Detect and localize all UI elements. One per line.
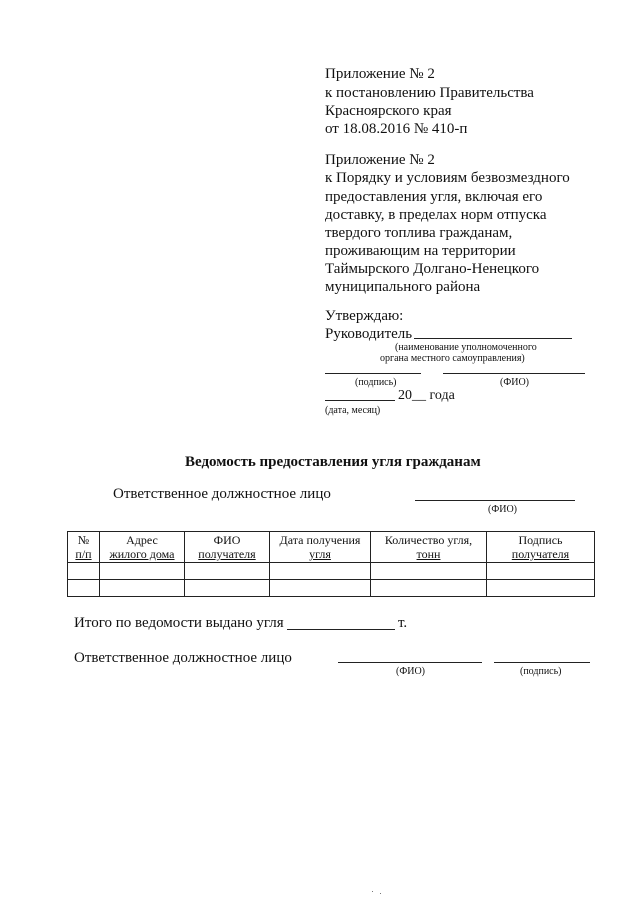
responsible-bottom-signature-line: [494, 662, 590, 663]
column-header-line: п/п: [75, 547, 92, 561]
column-header-line: Адрес: [126, 533, 158, 547]
appendix-decree-line: от 18.08.2016 № 410-п: [325, 121, 468, 137]
approve-label: Утверждаю:: [325, 308, 404, 324]
table-cell: [185, 580, 270, 597]
authority-hint: (наименование уполномоченного: [395, 342, 537, 353]
column-header-line: жилого дома: [109, 547, 175, 561]
appendix-procedure-line: муниципального района: [325, 279, 481, 295]
table-cell: [100, 580, 185, 597]
appendix-procedure-line: Таймырского Долгано-Ненецкого: [325, 261, 540, 277]
fio-hint: (ФИО): [500, 377, 530, 388]
column-header-line: получателя: [198, 547, 256, 561]
head-label: Руководитель: [325, 326, 413, 342]
responsible-bottom-signature-hint: (подпись): [520, 666, 562, 677]
column-header-recipient-signature: [487, 532, 595, 563]
table-cell: [487, 580, 595, 597]
column-header-coal-amount: [371, 532, 487, 563]
scan-speck: [372, 891, 373, 892]
table-cell: [371, 580, 487, 597]
column-header-address: [100, 532, 185, 563]
document-title: Ведомость предоставления угля гражданам: [185, 454, 481, 470]
table-cell: [100, 563, 185, 580]
responsible-bottom-fio-hint: (ФИО): [396, 666, 426, 677]
appendix-procedure-line: к Порядку и условиям безвозмездного: [325, 170, 570, 186]
date-hint: (дата, месяц): [325, 405, 381, 416]
column-header-line: Дата получения: [279, 533, 361, 547]
coal-distribution-table: [67, 531, 595, 597]
column-header-recipient-name: [185, 532, 270, 563]
signature-line: [325, 373, 421, 374]
signature-hint: (подпись): [355, 377, 397, 388]
fio-line: [443, 373, 585, 374]
table-cell: [270, 563, 371, 580]
table-header-row: [68, 532, 595, 563]
appendix-procedure-line: Приложение № 2: [325, 152, 435, 168]
responsible-bottom-fio-line: [338, 662, 482, 663]
authority-hint: органа местного самоуправления): [380, 353, 525, 364]
table-cell: [68, 580, 100, 597]
responsible-bottom-label: Ответственное должностное лицо: [74, 650, 292, 666]
appendix-procedure-line: проживающим на территории: [325, 243, 516, 259]
table-row: [68, 563, 595, 580]
appendix-decree-line: к постановлению Правительства: [325, 85, 534, 101]
column-header-line: ФИО: [213, 533, 241, 547]
responsible-top-fio-hint: (ФИО): [488, 504, 518, 515]
responsible-top-label: Ответственное должностное лицо: [113, 486, 331, 502]
total-amount-line: [287, 629, 395, 630]
table-cell: [68, 563, 100, 580]
table-cell: [487, 563, 595, 580]
scan-speck: [380, 893, 381, 894]
column-header-line: получателя: [511, 547, 570, 561]
column-header-line: №: [77, 533, 90, 547]
appendix-procedure-line: доставку, в пределах норм отпуска: [325, 207, 547, 223]
table-cell: [270, 580, 371, 597]
appendix-procedure-line: твердого топлива гражданам,: [325, 225, 513, 241]
column-header-line: Подпись: [518, 533, 563, 547]
total-label: Итого по ведомости выдано угля: [74, 615, 284, 631]
column-header-number: [68, 532, 100, 563]
table-cell: [371, 563, 487, 580]
date-line: [325, 400, 395, 401]
column-header-receipt-date: [270, 532, 371, 563]
table-row: [68, 580, 595, 597]
responsible-top-fio-line: [415, 500, 575, 501]
year-text: 20__ года: [398, 388, 455, 403]
appendix-procedure-line: предоставления угля, включая его: [325, 189, 543, 205]
column-header-line: угля: [309, 547, 331, 561]
appendix-decree-line: Приложение № 2: [325, 66, 435, 82]
column-header-line: Количество угля,: [384, 533, 473, 547]
total-unit: т.: [398, 615, 408, 631]
column-header-line: тонн: [416, 547, 441, 561]
appendix-decree-line: Красноярского края: [325, 103, 452, 119]
table-cell: [185, 563, 270, 580]
authority-name-line: [414, 338, 572, 339]
